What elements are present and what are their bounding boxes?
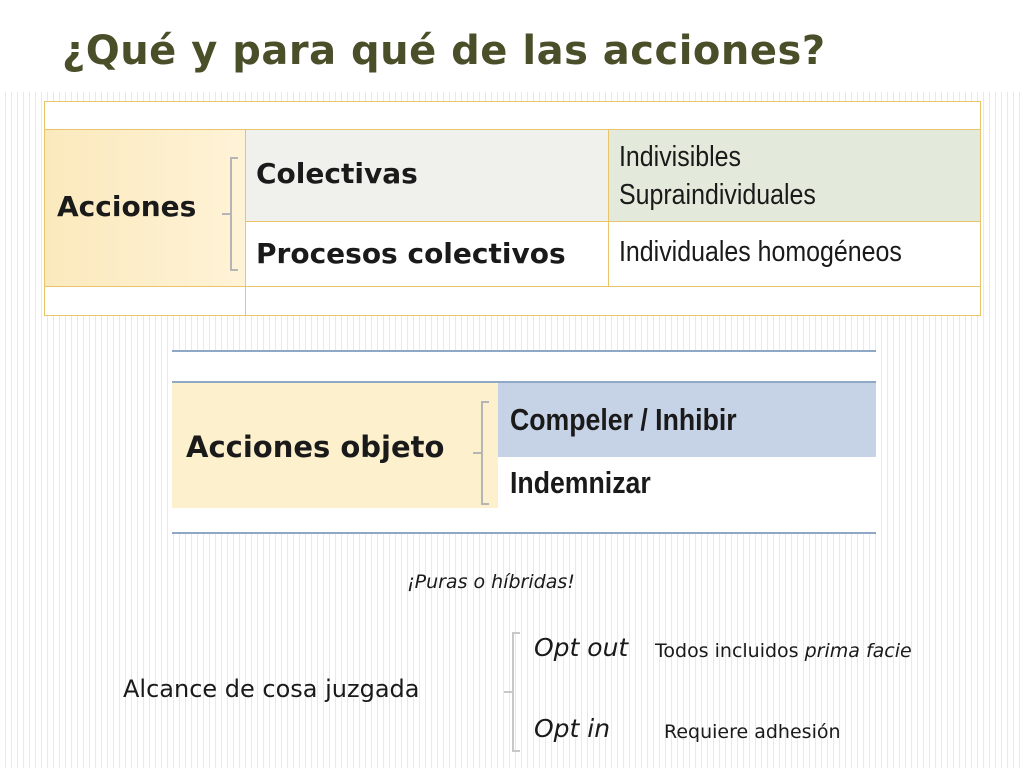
object-item-label: Compeler / Inhibir (510, 402, 737, 437)
bracket-tick-icon (504, 691, 514, 693)
hybrid-note: ¡Puras o híbridas! (407, 571, 575, 593)
table-bottom-line (172, 532, 876, 534)
row-type-label: Procesos colectivos (256, 237, 566, 270)
option-description-text: Todos incluidos (655, 640, 799, 662)
option-description-italic: prima facie (804, 640, 912, 662)
actions-table (44, 101, 981, 316)
table-spacer-row (172, 352, 876, 382)
slide-title: ¿Qué y para qué de las acciones? (62, 28, 826, 74)
object-item-label: Indemnizar (510, 465, 651, 500)
bracket-tick-icon (222, 213, 232, 215)
description-line: Indivisibles (619, 141, 741, 173)
option-name: Opt out (534, 633, 629, 662)
res-judicata-label: Alcance de cosa juzgada (123, 675, 420, 703)
option-description (655, 640, 912, 662)
row-description-cell (608, 129, 981, 222)
table-top-line (172, 350, 876, 352)
row-description: Individuales homogéneos (619, 236, 902, 268)
object-actions-label: Acciones objeto (186, 430, 445, 464)
actions-label-cell (44, 129, 246, 287)
row-type-label: Colectivas (256, 157, 418, 190)
actions-label: Acciones (57, 190, 197, 223)
row-description-cell (608, 221, 981, 287)
row-description (619, 138, 816, 214)
object-actions-table (172, 350, 876, 535)
table-spacer-cell (172, 508, 498, 533)
table-spacer-cell (44, 286, 246, 316)
table-spacer-cell (245, 286, 981, 316)
description-line: Supraindividuales (619, 179, 816, 211)
option-name: Opt in (534, 714, 611, 743)
option-description: Requiere adhesión (664, 721, 841, 743)
table-row (245, 129, 609, 222)
bracket-tick-icon (473, 452, 483, 454)
table-row (245, 221, 609, 287)
table-spacer-row (44, 101, 981, 130)
